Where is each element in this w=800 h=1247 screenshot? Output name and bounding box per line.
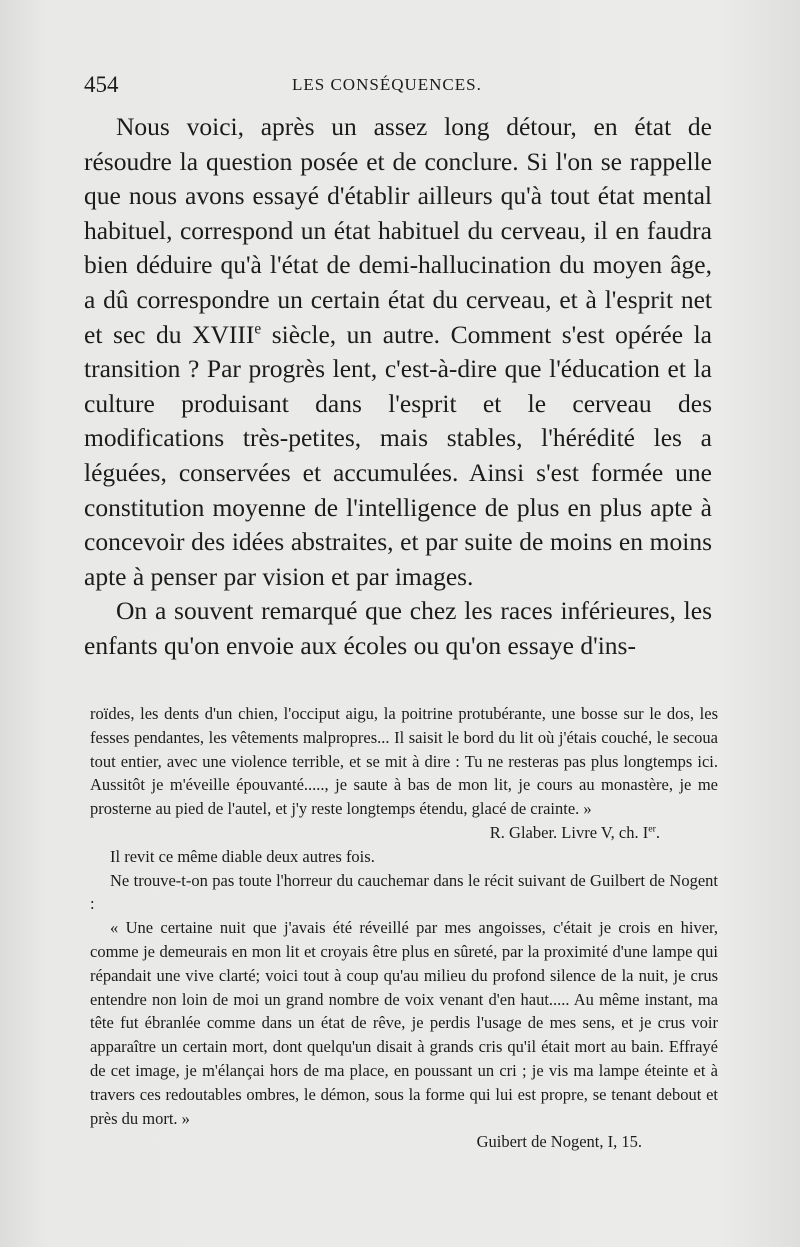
running-head: LES CONSÉQUENCES.: [292, 75, 482, 94]
main-paragraph-1-end: siècle, un autre. Comment s'est opérée la transition ? Par progrès lent, c'est-à-dire que l'éducation et la culture produisant dans l'esprit et le cerveau des modifications très-petites, mais stables, l'hérédité les a léguées, conservées et accumulées. Ainsi s'est formée une constitution moyenne de l'intelligence de plus en plus apte à concevoir des idées abstraites, et par suite de moins en moins apte à penser par vision et par images.: [84, 319, 712, 591]
footnote-line-3: Ne trouve-t-on pas toute l'horreur du cauchemar dans le récit suivant de Guilbert de Nogent :: [90, 870, 718, 914]
citation-superscript: er: [648, 823, 656, 835]
page-number: 454: [84, 72, 119, 97]
footnote-line-2: Il revit ce même diable deux autres fois.: [110, 846, 375, 866]
main-paragraph-2: On a souvent remarqué que chez les races inférieures, les enfants qu'on envoie aux écoles ou qu'on essaye d'ins-: [84, 596, 712, 660]
footnote-citation-2: Guibert de Nogent, I, 15.: [476, 1132, 642, 1152]
century-superscript: e: [254, 320, 262, 338]
footnotes: [90, 702, 718, 1154]
footnote-citation-1: R. Glaber. Livre V, ch. Ier.: [489, 822, 660, 842]
footnote-continuation: roïdes, les dents d'un chien, l'occiput aigu, la poitrine protubérante, une bosse sur le dos, les fesses pendantes, les vêtements malpropres... Il saisit le bord du lit où j'étais couché, le secoua tout entier, avec une violence terrible, et se mit à dire : Tu ne resteras pas plus longtemps ici. Aussitôt je m'éveille épouvanté....., je saute à bas de mon lit, je cours au monastère, je me prosterne au pied de l'autel, et j'y reste longtemps étendu, glacé de crainte. »: [90, 704, 718, 819]
main-paragraph-1: [84, 110, 712, 594]
main-paragraph-1-text: Nous voici, après un assez long détour, en état de résoudre la question posée et de conclure. Si l'on se rappelle que nous avons essayé d'établir ailleurs qu'à tout état mental habituel, correspond un état habituel du cerveau, il en faudra bien déduire qu'à l'état de demi-hallucination du moyen âge, a dû correspondre un certain état du cerveau, et à l'esprit net et sec du XVIII: [84, 112, 712, 349]
page-header: [84, 72, 714, 100]
main-text: [84, 110, 712, 664]
footnote-citation-1-text: R. Glaber. Livre V, ch. I: [489, 822, 649, 842]
footnote-quote: « Une certaine nuit que j'avais été réveillé par mes angoisses, c'était je crois en hiver, comme je demeurais en mon lit et croyais être plus en sûreté, par la proximité d'une lampe qui répandait une vive clarté; voici tout à coup qu'au milieu du profond silence de la nuit, je crus entendre non loin de moi un grand nombre de voix venant d'en haut..... Au même instant, ma tête fut ébranlée comme dans un état de rêve, je perdis l'usage de mes sens, et je crus voir apparaître un certain mort, dont quelqu'un disait à grands cris qu'il était mort au bain. Effrayé de cet image, je m'élançai hors de ma place, en poussant un cri ; je vis ma lampe éteinte et à travers ces redoutables ombres, le démon, sous la forme qui lui est propre, se tenant debout et près du mort. »: [90, 918, 718, 1128]
